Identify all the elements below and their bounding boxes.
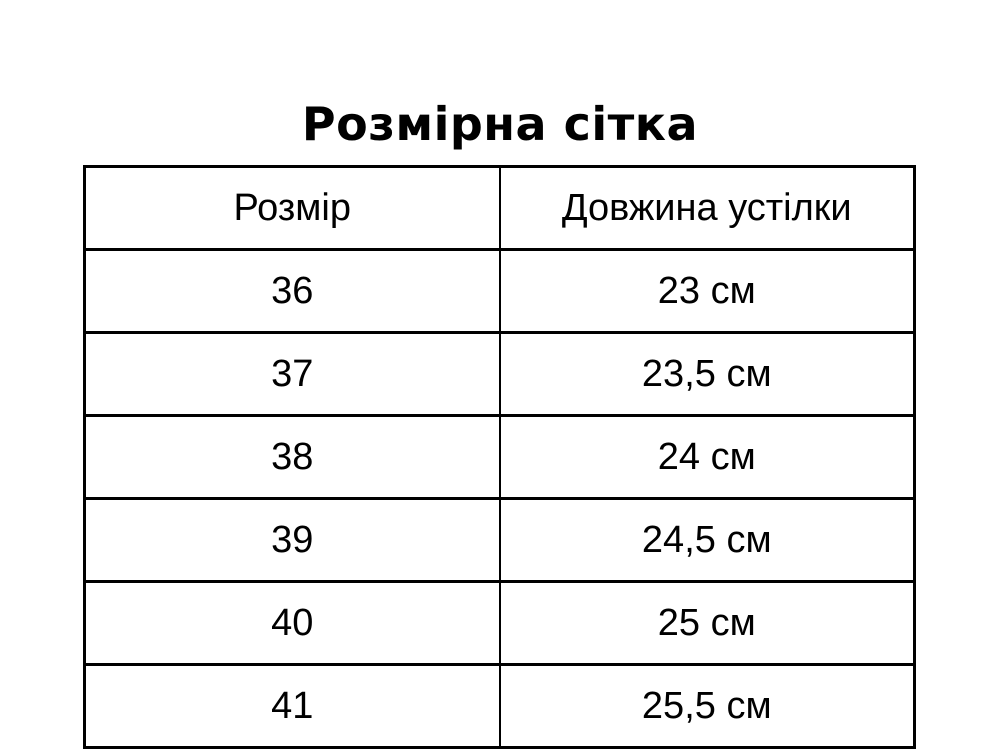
size-cell: 40 <box>85 582 500 665</box>
table-header-row <box>85 167 915 250</box>
table-row <box>85 250 915 333</box>
table-row <box>85 333 915 416</box>
length-cell: 23,5 см <box>500 333 915 416</box>
length-cell: 24 см <box>500 416 915 499</box>
length-cell: 25,5 см <box>500 665 915 748</box>
size-cell: 37 <box>85 333 500 416</box>
table-row <box>85 499 915 582</box>
length-cell: 25 см <box>500 582 915 665</box>
page-title: Розмірна сітка <box>301 96 699 151</box>
size-cell: 36 <box>85 250 500 333</box>
size-cell: 39 <box>85 499 500 582</box>
size-cell: 41 <box>85 665 500 748</box>
size-chart-table <box>83 165 916 749</box>
column-header-insole-length: Довжина устілки <box>500 167 915 250</box>
table-row <box>85 416 915 499</box>
length-cell: 23 см <box>500 250 915 333</box>
table-row <box>85 582 915 665</box>
column-header-size: Розмір <box>85 167 500 250</box>
size-cell: 38 <box>85 416 500 499</box>
length-cell: 24,5 см <box>500 499 915 582</box>
table-row <box>85 665 915 748</box>
